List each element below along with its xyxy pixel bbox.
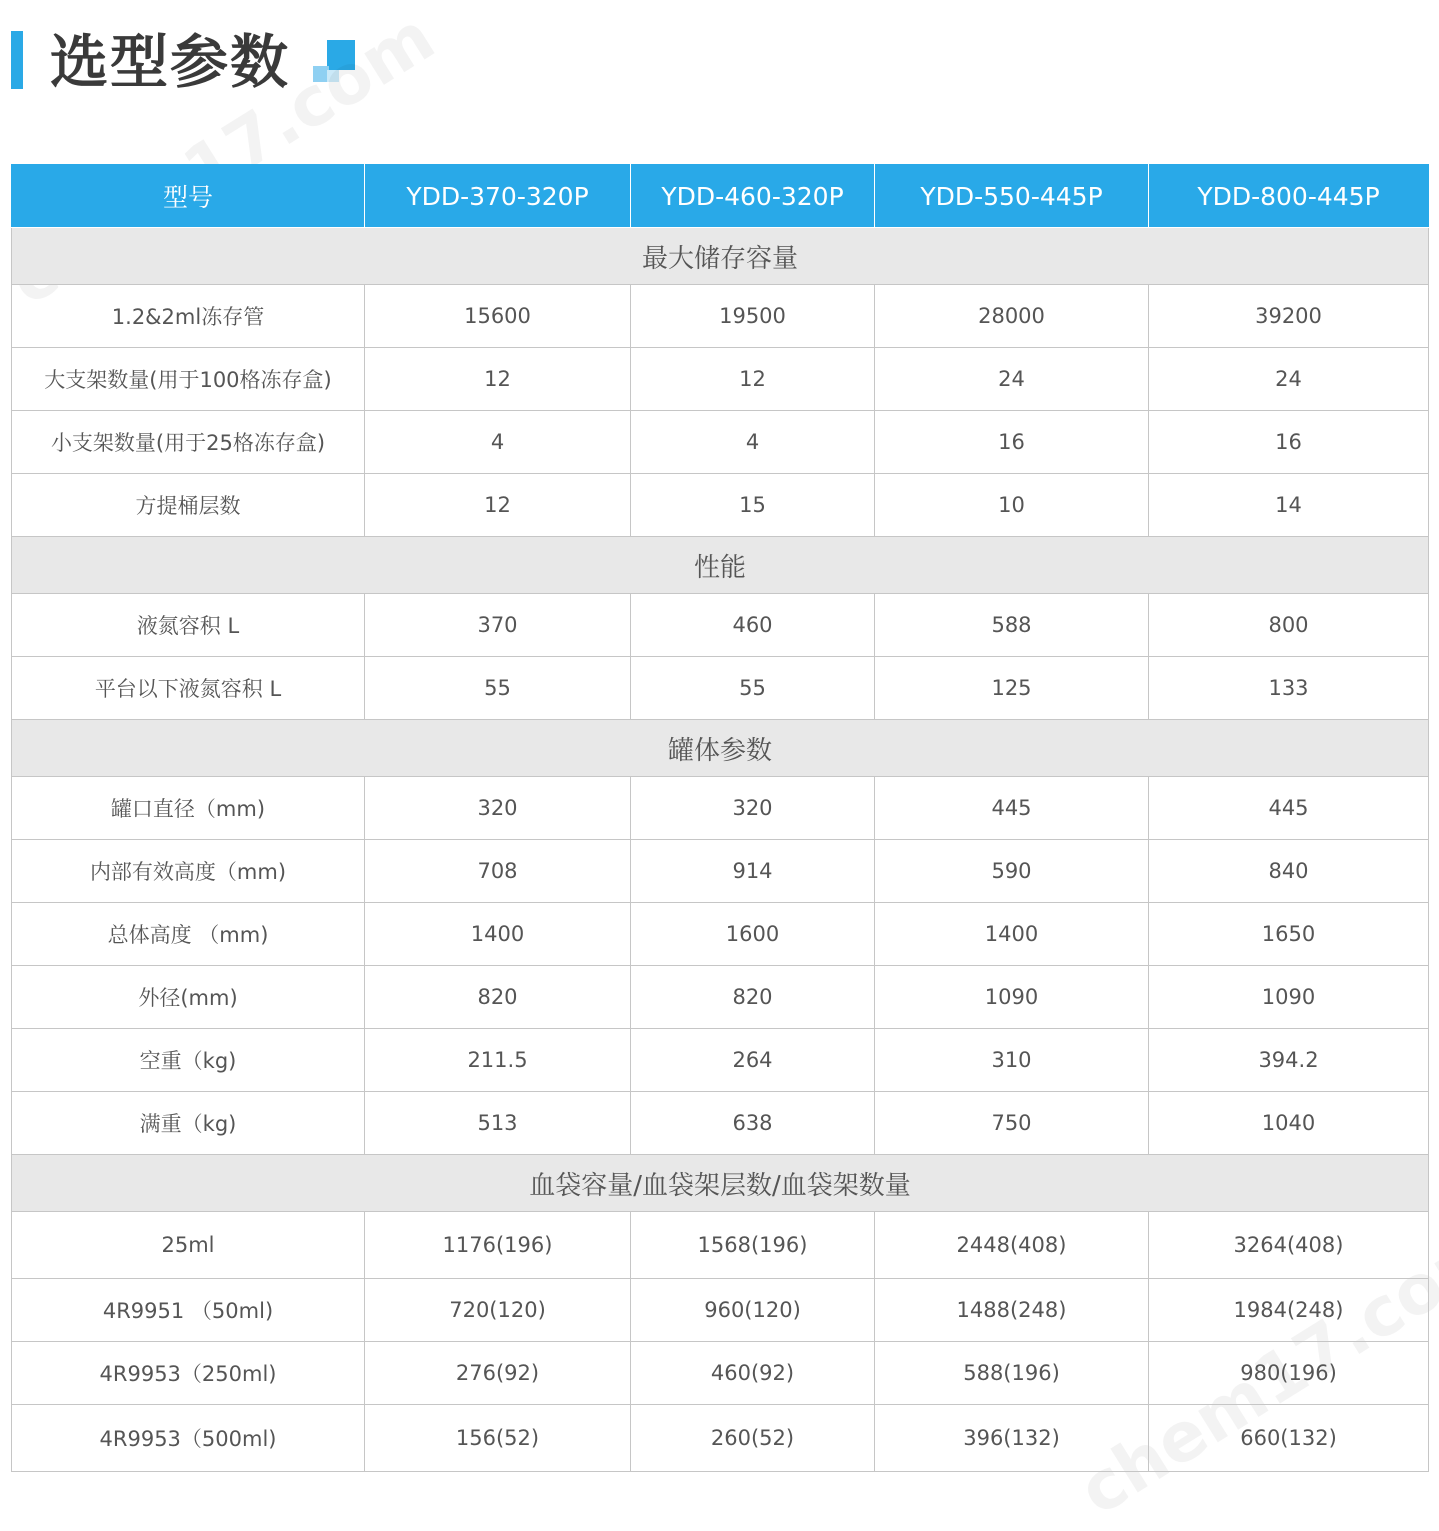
table-row xyxy=(12,285,1429,348)
table-row xyxy=(12,1212,1429,1279)
table-cell: 156(52) xyxy=(365,1405,631,1472)
header-cell: YDD-550-445P xyxy=(875,165,1149,228)
table-cell: 55 xyxy=(631,657,875,720)
table-row xyxy=(12,657,1429,720)
table-cell: 320 xyxy=(365,777,631,840)
title-accent-bar xyxy=(11,31,23,89)
table-cell: 10 xyxy=(875,474,1149,537)
row-label: 方提桶层数 xyxy=(12,474,365,537)
table-row xyxy=(12,474,1429,537)
table-cell: 276(92) xyxy=(365,1342,631,1405)
row-label: 满重（kg) xyxy=(12,1092,365,1155)
row-label: 空重（kg) xyxy=(12,1029,365,1092)
table-cell: 14 xyxy=(1149,474,1429,537)
row-label: 小支架数量(用于25格冻存盒) xyxy=(12,411,365,474)
table-cell: 4 xyxy=(365,411,631,474)
table-cell: 638 xyxy=(631,1092,875,1155)
table-cell: 513 xyxy=(365,1092,631,1155)
table-cell: 12 xyxy=(365,348,631,411)
page-title: 选型参数 xyxy=(50,28,291,96)
table-row xyxy=(12,1029,1429,1092)
table-cell: 460(92) xyxy=(631,1342,875,1405)
row-label: 1.2&2ml冻存管 xyxy=(12,285,365,348)
table-cell: 396(132) xyxy=(875,1405,1149,1472)
section-row xyxy=(12,1155,1429,1212)
table-cell: 2448(408) xyxy=(875,1212,1149,1279)
table-cell: 16 xyxy=(875,411,1149,474)
section-title: 罐体参数 xyxy=(12,720,1429,777)
table-cell: 19500 xyxy=(631,285,875,348)
table-cell: 588(196) xyxy=(875,1342,1149,1405)
table-cell: 1650 xyxy=(1149,903,1429,966)
table-row xyxy=(12,1342,1429,1405)
section-title: 性能 xyxy=(12,537,1429,594)
header-cell: YDD-370-320P xyxy=(365,165,631,228)
spec-table xyxy=(11,164,1429,1472)
row-label: 内部有效高度（mm) xyxy=(12,840,365,903)
title-decoration-icon xyxy=(311,40,357,86)
table-cell: 16 xyxy=(1149,411,1429,474)
table-cell: 960(120) xyxy=(631,1279,875,1342)
table-cell: 660(132) xyxy=(1149,1405,1429,1472)
table-cell: 3264(408) xyxy=(1149,1212,1429,1279)
table-cell: 1400 xyxy=(875,903,1149,966)
table-cell: 1176(196) xyxy=(365,1212,631,1279)
table-cell: 125 xyxy=(875,657,1149,720)
table-row xyxy=(12,594,1429,657)
table-cell: 394.2 xyxy=(1149,1029,1429,1092)
table-cell: 1984(248) xyxy=(1149,1279,1429,1342)
table-cell: 820 xyxy=(631,966,875,1029)
table-cell: 211.5 xyxy=(365,1029,631,1092)
table-row xyxy=(12,966,1429,1029)
table-cell: 445 xyxy=(875,777,1149,840)
section-row xyxy=(12,537,1429,594)
table-cell: 15 xyxy=(631,474,875,537)
table-cell: 4 xyxy=(631,411,875,474)
row-label: 4R9953（500ml) xyxy=(12,1405,365,1472)
table-cell: 1090 xyxy=(875,966,1149,1029)
row-label: 液氮容积 L xyxy=(12,594,365,657)
header-cell: YDD-460-320P xyxy=(631,165,875,228)
section-title: 最大储存容量 xyxy=(12,228,1429,285)
table-cell: 55 xyxy=(365,657,631,720)
row-label: 外径(mm) xyxy=(12,966,365,1029)
row-label: 总体高度 （mm) xyxy=(12,903,365,966)
table-cell: 750 xyxy=(875,1092,1149,1155)
table-row xyxy=(12,840,1429,903)
section-row xyxy=(12,228,1429,285)
table-cell: 460 xyxy=(631,594,875,657)
table-cell: 260(52) xyxy=(631,1405,875,1472)
table-cell: 1040 xyxy=(1149,1092,1429,1155)
table-cell: 590 xyxy=(875,840,1149,903)
page-header xyxy=(0,0,1439,120)
table-cell: 914 xyxy=(631,840,875,903)
header-cell: YDD-800-445P xyxy=(1149,165,1429,228)
row-label: 大支架数量(用于100格冻存盒) xyxy=(12,348,365,411)
table-cell: 1400 xyxy=(365,903,631,966)
table-row xyxy=(12,1279,1429,1342)
table-cell: 12 xyxy=(365,474,631,537)
row-label: 罐口直径（mm) xyxy=(12,777,365,840)
table-cell: 264 xyxy=(631,1029,875,1092)
table-cell: 708 xyxy=(365,840,631,903)
table-cell: 370 xyxy=(365,594,631,657)
table-cell: 320 xyxy=(631,777,875,840)
section-row xyxy=(12,720,1429,777)
table-row xyxy=(12,777,1429,840)
section-title: 血袋容量/血袋架层数/血袋架数量 xyxy=(12,1155,1429,1212)
row-label: 25ml xyxy=(12,1212,365,1279)
header-row xyxy=(12,165,1429,228)
table-cell: 840 xyxy=(1149,840,1429,903)
table-cell: 1090 xyxy=(1149,966,1429,1029)
row-label: 4R9951 （50ml) xyxy=(12,1279,365,1342)
row-label: 平台以下液氮容积 L xyxy=(12,657,365,720)
table-cell: 24 xyxy=(875,348,1149,411)
table-cell: 24 xyxy=(1149,348,1429,411)
table-row xyxy=(12,1092,1429,1155)
table-cell: 1488(248) xyxy=(875,1279,1149,1342)
table-cell: 1600 xyxy=(631,903,875,966)
table-row xyxy=(12,411,1429,474)
table-cell: 800 xyxy=(1149,594,1429,657)
table-cell: 310 xyxy=(875,1029,1149,1092)
table-cell: 12 xyxy=(631,348,875,411)
table-cell: 980(196) xyxy=(1149,1342,1429,1405)
header-cell: 型号 xyxy=(12,165,365,228)
table-cell: 28000 xyxy=(875,285,1149,348)
table-cell: 1568(196) xyxy=(631,1212,875,1279)
table-cell: 720(120) xyxy=(365,1279,631,1342)
table-cell: 39200 xyxy=(1149,285,1429,348)
table-cell: 133 xyxy=(1149,657,1429,720)
table-cell: 820 xyxy=(365,966,631,1029)
table-row xyxy=(12,348,1429,411)
row-label: 4R9953（250ml) xyxy=(12,1342,365,1405)
table-row xyxy=(12,1405,1429,1472)
table-cell: 15600 xyxy=(365,285,631,348)
table-row xyxy=(12,903,1429,966)
table-cell: 588 xyxy=(875,594,1149,657)
table-cell: 445 xyxy=(1149,777,1429,840)
